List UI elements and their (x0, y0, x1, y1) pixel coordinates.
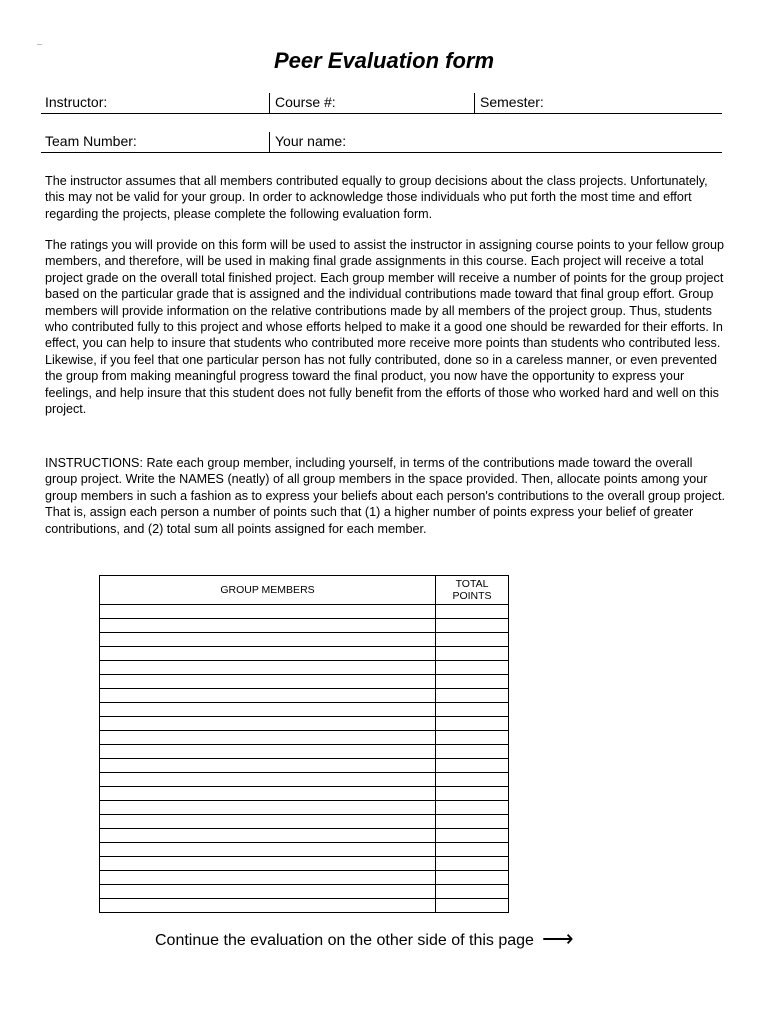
arrow-right-icon: ⟶ (541, 926, 574, 951)
member-points-cell[interactable] (436, 829, 509, 843)
table-row (100, 689, 509, 703)
member-name-cell[interactable] (100, 787, 436, 801)
total-points-header (436, 576, 509, 605)
group-members-header: GROUP MEMBERS (100, 576, 436, 605)
table-row (100, 703, 509, 717)
group-members-table (99, 575, 509, 913)
table-row (100, 717, 509, 731)
member-points-cell[interactable] (436, 815, 509, 829)
member-points-cell[interactable] (436, 731, 509, 745)
table-row (100, 675, 509, 689)
member-points-cell[interactable] (436, 787, 509, 801)
table-row (100, 885, 509, 899)
team-number-field[interactable]: Team Number: (45, 133, 137, 149)
member-points-cell[interactable] (436, 745, 509, 759)
member-points-cell[interactable] (436, 871, 509, 885)
member-name-cell[interactable] (100, 773, 436, 787)
course-number-field[interactable]: Course #: (269, 93, 336, 113)
scan-mark (37, 44, 42, 45)
table-row (100, 815, 509, 829)
member-points-cell[interactable] (436, 647, 509, 661)
member-name-cell[interactable] (100, 731, 436, 745)
table-row (100, 731, 509, 745)
table-header-row (100, 576, 509, 605)
table-row (100, 773, 509, 787)
member-name-cell[interactable] (100, 745, 436, 759)
table-row (100, 857, 509, 871)
member-name-cell[interactable] (100, 661, 436, 675)
page-title: Peer Evaluation form (273, 48, 495, 73)
member-name-cell[interactable] (100, 717, 436, 731)
member-name-cell[interactable] (100, 815, 436, 829)
member-points-cell[interactable] (436, 759, 509, 773)
table-row (100, 801, 509, 815)
member-points-cell[interactable] (436, 703, 509, 717)
table-row (100, 647, 509, 661)
intro-paragraph: The instructor assumes that all members contributed equally to group decisions about the class projects. Unfortunately, this may not be valid for your group. In order to acknowledge those individuals who put forth the most time and effort regarding the projects, please complete the following evaluation form. (45, 174, 708, 221)
member-points-cell[interactable] (436, 689, 509, 703)
member-points-cell[interactable] (436, 899, 509, 913)
instructions-paragraph: INSTRUCTIONS: Rate each group member, including yourself, in terms of the contributions made toward the overall group project. Write the NAMES (neatly) of all group members in the space provided. Then, allocate points among your group members in such a fashion as to express your beliefs about each person's contributions to the overall group project. That is, assign each person a number of points such that (1) a higher number of points express your belief of greater contributions, and (2) total sum all points assigned for each member. (45, 456, 726, 536)
member-name-cell[interactable] (100, 829, 436, 843)
total-points-header-line2: POINTS (452, 590, 492, 602)
member-name-cell[interactable] (100, 899, 436, 913)
member-points-cell[interactable] (436, 801, 509, 815)
member-name-cell[interactable] (100, 605, 436, 619)
member-name-cell[interactable] (100, 885, 436, 899)
table-row (100, 871, 509, 885)
member-name-cell[interactable] (100, 801, 436, 815)
member-points-cell[interactable] (436, 717, 509, 731)
semester-field[interactable]: Semester: (474, 93, 544, 113)
member-name-cell[interactable] (100, 689, 436, 703)
total-points-header-line1: TOTAL (455, 578, 489, 590)
table-row (100, 759, 509, 773)
member-name-cell[interactable] (100, 759, 436, 773)
table-row (100, 619, 509, 633)
continue-note-text: Continue the evaluation on the other side of this page (155, 932, 534, 949)
member-points-cell[interactable] (436, 619, 509, 633)
member-name-cell[interactable] (100, 871, 436, 885)
table-row (100, 843, 509, 857)
header-row-course-info (41, 93, 722, 114)
member-points-cell[interactable] (436, 857, 509, 871)
table-row (100, 899, 509, 913)
continue-note (155, 928, 573, 952)
member-points-cell[interactable] (436, 605, 509, 619)
member-points-cell[interactable] (436, 773, 509, 787)
table-row (100, 787, 509, 801)
table-row (100, 633, 509, 647)
header-row-team-info (41, 132, 722, 153)
member-points-cell[interactable] (436, 661, 509, 675)
group-members-rows (100, 605, 509, 913)
table-row (100, 745, 509, 759)
your-name-field[interactable]: Your name: (269, 132, 346, 152)
member-name-cell[interactable] (100, 675, 436, 689)
member-points-cell[interactable] (436, 633, 509, 647)
table-row (100, 661, 509, 675)
table-row (100, 829, 509, 843)
member-name-cell[interactable] (100, 843, 436, 857)
member-name-cell[interactable] (100, 633, 436, 647)
member-name-cell[interactable] (100, 619, 436, 633)
instructor-field[interactable]: Instructor: (45, 94, 108, 110)
member-name-cell[interactable] (100, 857, 436, 871)
ratings-paragraph: The ratings you will provide on this form will be used to assist the instructor in assigning course points to your fellow group members, and therefore, will be used in making final grade assignments in this course. Each project will receive a total project grade on the overall total finished project. Each group member will receive a number of points for the group project based on the particular grade that is assigned and the individual contributions made toward that final group effort. Group members will provide information on the relative contributions made by all members of the project group. Thus, students who contributed fully to this project and whose efforts helped to make it a good one should be rewarded for their efforts. In effect, you can help to insure that students who contributed more receive more points than students who contributed less. Likewise, if you feel that one particular person has not fully contributed, done so in a careless manner, or even prevented the group from making meaningful progress toward the final product, you now have the opportunity to express your feelings, and help insure that this student does not fully benefit from the efforts of those who worked hard and well on this project. (45, 238, 724, 417)
member-points-cell[interactable] (436, 885, 509, 899)
member-points-cell[interactable] (436, 675, 509, 689)
table-row (100, 605, 509, 619)
member-name-cell[interactable] (100, 647, 436, 661)
member-points-cell[interactable] (436, 843, 509, 857)
member-name-cell[interactable] (100, 703, 436, 717)
